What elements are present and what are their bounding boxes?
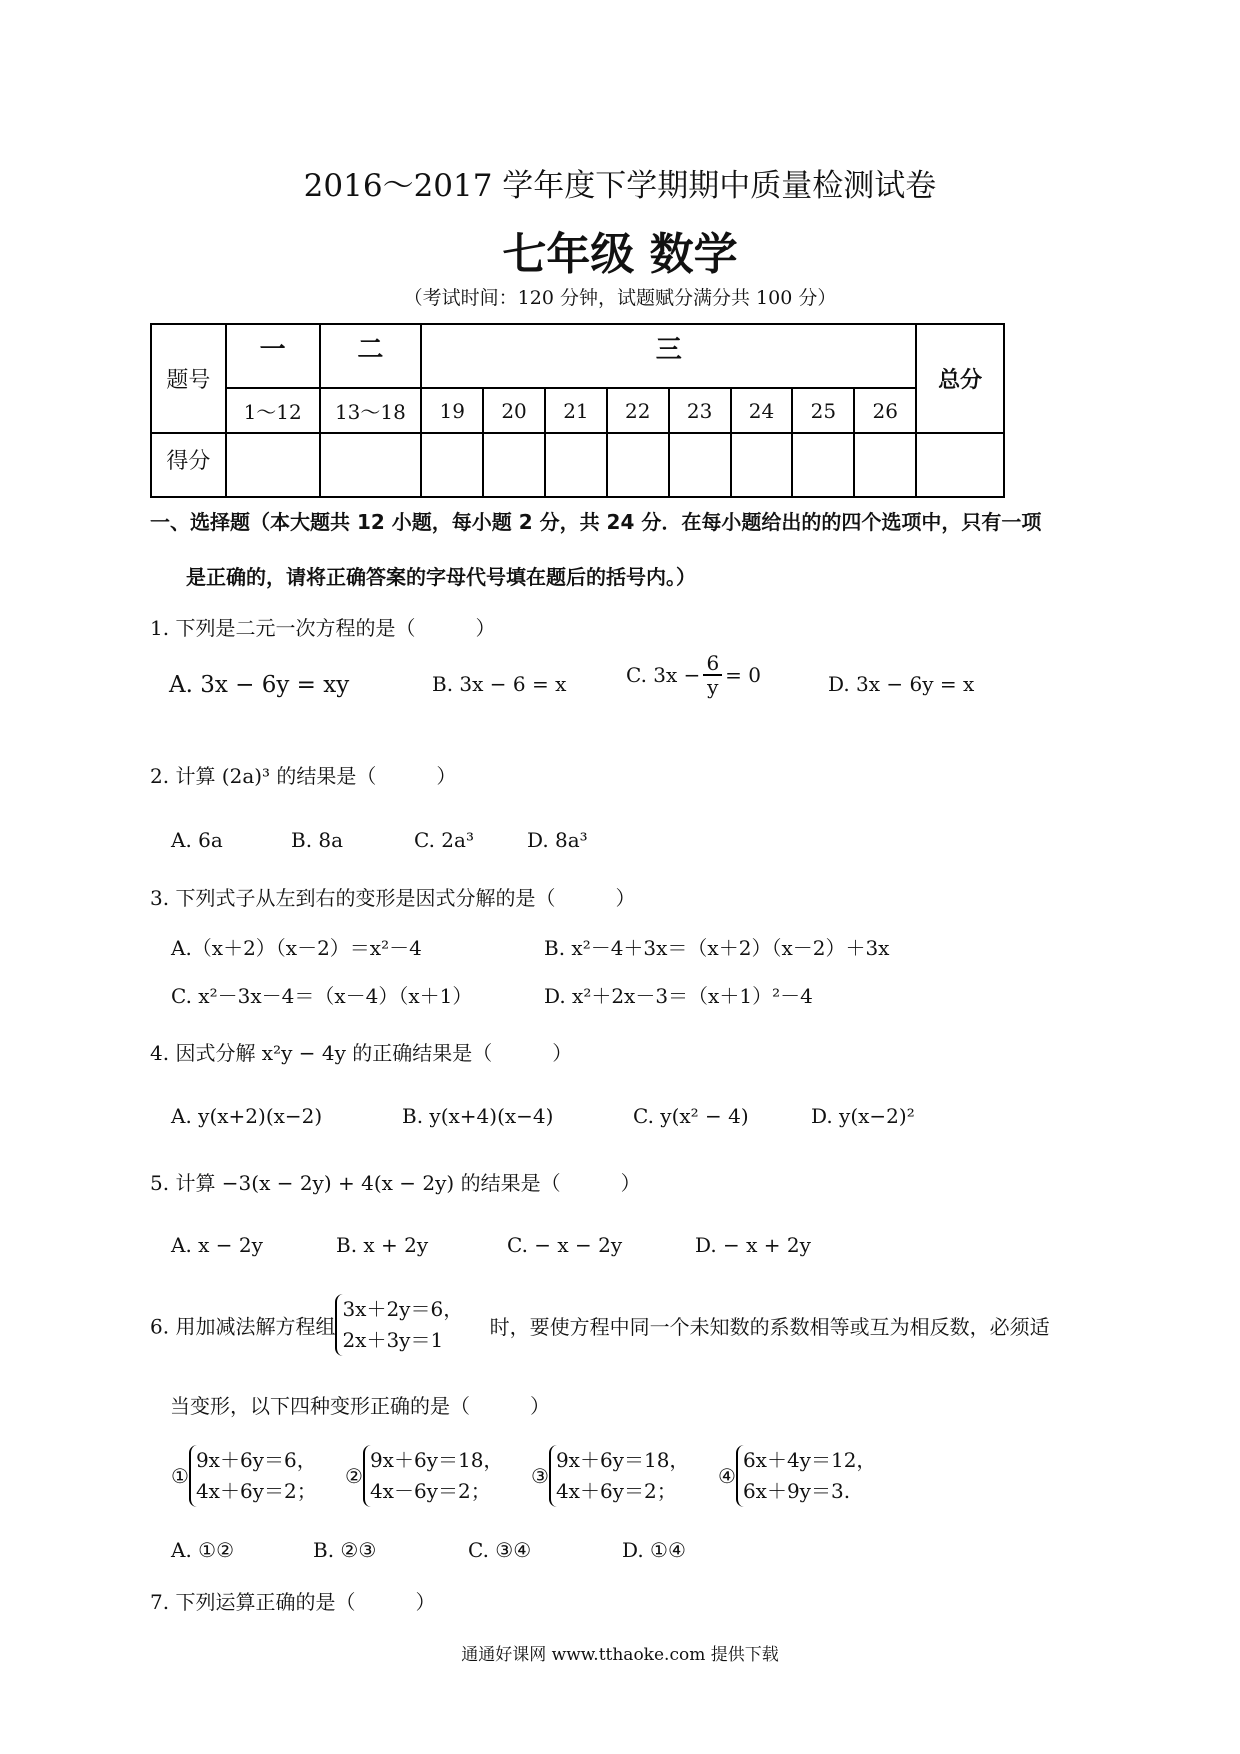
equation-system [189,1445,317,1507]
score-cell[interactable] [607,433,669,497]
question-1-stem: 1. 下列是二元一次方程的是（ ） [150,616,496,640]
equation-line: 6x＋9y＝3. [742,1479,851,1503]
q2-option-c: C. 2a³ [414,828,474,852]
q4-option-d: D. y(x−2)² [811,1104,915,1128]
equation-line: 6x＋4y＝12， [742,1448,877,1472]
equation-system [335,1294,463,1356]
score-cell[interactable] [483,433,545,497]
range-cell: 23 [669,388,731,433]
row-label-number: 题号 [151,324,226,433]
equation-line: 3x＋2y＝6， [342,1297,464,1321]
equation-line: 4x＋6y＝2； [195,1479,317,1503]
section-header-2: 二 [320,324,422,388]
equation-line: 9x＋6y＝18， [555,1448,690,1472]
q3-option-b: B. x²－4＋3x＝（x＋2）（x－2）＋3x [544,936,890,960]
score-cell[interactable] [545,433,607,497]
circled-number: ④ [718,1464,736,1488]
q2-option-a: A. 6a [171,828,223,852]
q6-option-d: D. ①④ [622,1538,686,1562]
q4-option-c: C. y(x² − 4) [633,1104,749,1128]
transform-2 [345,1445,503,1507]
equation-system [549,1445,689,1507]
exam-subject: 七年级 数学 [502,229,738,280]
range-cell: 20 [483,388,545,433]
question-5-stem: 5. 计算 −3(x − 2y) + 4(x − 2y) 的结果是（ ） [150,1171,641,1195]
circled-number: ① [171,1464,189,1488]
fraction [703,652,722,698]
section-heading-line1: 一、选择题（本大题共 12 小题，每小题 2 分，共 24 分．在每小题给出的的四个选项中，只有一项 [150,510,1042,534]
score-cell[interactable] [792,433,854,497]
score-cell[interactable] [731,433,793,497]
section-header-1: 一 [226,324,320,388]
score-table [150,323,1005,498]
q1-option-c-tail: = 0 [725,663,762,687]
q6-stem-line2: 当变形，以下四种变形正确的是（ ） [170,1394,550,1418]
total-header: 总分 [916,324,1004,433]
score-cell[interactable] [669,433,731,497]
transform-4 [718,1445,876,1507]
score-cell[interactable] [320,433,422,497]
q4-option-a: A. y(x+2)(x−2) [171,1104,323,1128]
question-3-stem: 3. 下列式子从左到右的变形是因式分解的是（ ） [150,886,636,910]
fraction-numerator: 6 [703,652,722,676]
q6-option-c: C. ③④ [468,1538,532,1562]
q3-option-c: C. x²－3x－4＝（x－4）（x＋1） [171,984,473,1008]
q6-stem-post: 时，要使方程中同一个未知数的系数相等或互为相反数，必须适 [489,1314,1050,1339]
row-label-score: 得分 [151,433,226,497]
range-cell: 26 [854,388,916,433]
question-6-stem [150,1294,1050,1356]
q6-option-a: A. ①② [171,1538,235,1562]
q2-option-d: D. 8a³ [527,828,588,852]
circled-number: ③ [531,1464,549,1488]
q5-option-b: B. x + 2y [336,1233,429,1257]
range-cell: 22 [607,388,669,433]
q1-option-c-label: C. 3x − [626,663,701,687]
q2-option-b: B. 8a [291,828,344,852]
q1-option-a: A. 3x − 6y = xy [169,672,350,698]
section-header-3: 三 [421,324,916,388]
total-score-cell[interactable] [916,433,1004,497]
equation-system [363,1445,503,1507]
range-cell: 24 [731,388,793,433]
q4-option-b: B. y(x+4)(x−4) [402,1104,554,1128]
q3-option-d: D. x²＋2x－3＝（x＋1）²－4 [544,984,813,1008]
q1-option-d: D. 3x − 6y = x [828,672,975,696]
equation-line: 4x＋6y＝2； [555,1479,677,1503]
equation-line: 9x＋6y＝18， [369,1448,504,1472]
q5-option-a: A. x − 2y [171,1233,263,1257]
transform-1 [171,1445,317,1507]
range-cell: 13～18 [320,388,422,433]
score-cell[interactable] [226,433,320,497]
range-cell: 1～12 [226,388,320,433]
q5-option-c: C. − x − 2y [507,1233,623,1257]
q6-option-b: B. ②③ [313,1538,377,1562]
equation-line: 2x＋3y＝1 [342,1328,444,1352]
range-cell: 25 [792,388,854,433]
q1-option-c [626,652,761,698]
range-cell: 21 [545,388,607,433]
exam-title: 2016～2017 学年度下学期期中质量检测试卷 [303,168,937,204]
circled-number: ② [345,1464,363,1488]
footer-credit: 通通好课网 www.tthaoke.com 提供下载 [461,1645,779,1665]
equation-line: 4x－6y＝2； [369,1479,491,1503]
q6-stem-pre: 6. 用加减法解方程组 [150,1314,336,1339]
q5-option-d: D. − x + 2y [695,1233,811,1257]
section-heading-line2: 是正确的，请将正确答案的字母代号填在题后的括号内。） [186,565,696,589]
fraction-denominator: y [707,675,719,699]
question-4-stem: 4. 因式分解 x²y − 4y 的正确结果是（ ） [150,1041,573,1065]
q3-option-a: A.（x＋2）（x－2）＝x²－4 [171,936,422,960]
range-cell: 19 [421,388,483,433]
equation-line: 9x＋6y＝6， [195,1448,317,1472]
equation-system [736,1445,876,1507]
question-2-stem: 2. 计算 (2a)³ 的结果是（ ） [150,764,457,788]
q1-option-b: B. 3x − 6 = x [432,672,567,696]
score-cell[interactable] [854,433,916,497]
score-cell[interactable] [421,433,483,497]
transform-3 [531,1445,689,1507]
question-7-stem: 7. 下列运算正确的是（ ） [150,1590,436,1614]
exam-note: （考试时间：120 分钟，试题赋分满分共 100 分） [403,287,837,309]
